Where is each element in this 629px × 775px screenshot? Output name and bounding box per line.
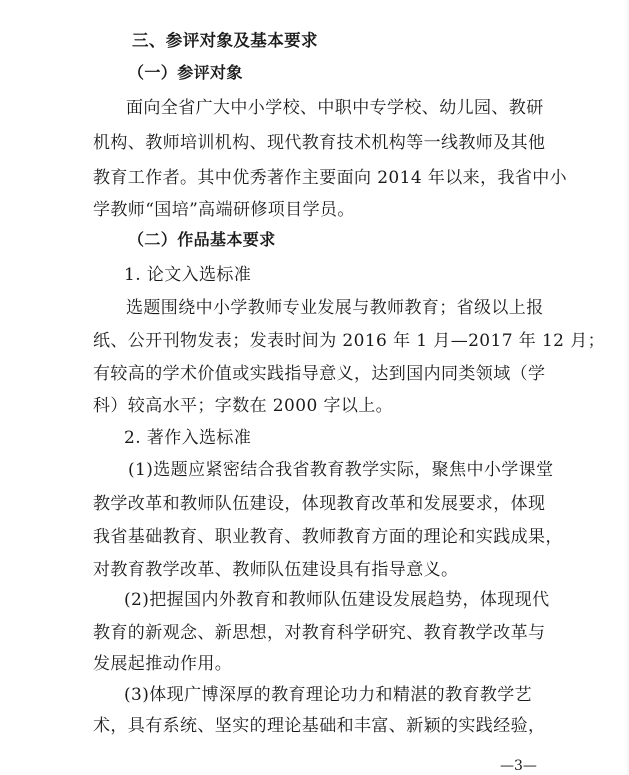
paragraph-line: 科）较高水平；字数在 2000 字以上。 — [93, 396, 394, 416]
paragraph-line: 我省基础教育、职业教育、教师教育方面的理论和实践成果， — [93, 527, 563, 547]
paragraph-line: 教育的新观念、新思想，对教育科学研究、教育教学改革与 — [93, 623, 546, 643]
paragraph-line: (2)把握国内外教育和教师队伍建设发展趋势，体现现代 — [124, 590, 550, 610]
item2-title: 2. 著作入选标准 — [124, 428, 252, 448]
page-number: —3— — [500, 758, 537, 774]
paragraph-line: 术，具有系统、坚实的理论基础和丰富、新颖的实践经验， — [93, 716, 546, 736]
subsection1-heading: （一）参评对象 — [128, 63, 243, 82]
item1-title: 1. 论文入选标准 — [124, 265, 252, 285]
paragraph-line: 纸、公开刊物发表；发表时间为 2016 年 1 月—2017 年 12 月； — [93, 331, 606, 351]
paragraph-line: 对教育教学改革、教师队伍建设具有指导意义。 — [93, 560, 459, 580]
paragraph-line: 有较高的学术价值或实践指导意义，达到国内同类领域（学 — [93, 364, 546, 384]
paragraph-line: 学教师“国培”高端研修项目学员。 — [93, 200, 355, 220]
paragraph-line: (1)选题应紧密结合我省教育教学实际，聚焦中小学课堂 — [128, 460, 554, 480]
paragraph-line: 教育工作者。其中优秀著作主要面向 2014 年以来，我省中小 — [93, 168, 568, 188]
paragraph-line: 选题围绕中小学教师专业发展与教师教育；省级以上报 — [126, 298, 544, 318]
paragraph-line: 教学改革和教师队伍建设，体现教育改革和发展要求，体现 — [93, 494, 546, 514]
subsection2-heading: （二）作品基本要求 — [128, 230, 276, 249]
paragraph-line: 面向全省广大中小学校、中职中专学校、幼儿园、教研 — [126, 98, 544, 118]
section-heading: 三、参评对象及基本要求 — [132, 31, 318, 50]
paragraph-line: (3)体现广博深厚的教育理论功力和精湛的教育教学艺 — [124, 685, 533, 705]
paragraph-line: 机构、教师培训机构、现代教育技术机构等一线教师及其他 — [93, 133, 546, 153]
paragraph-line: 发展起推动作用。 — [93, 654, 233, 674]
